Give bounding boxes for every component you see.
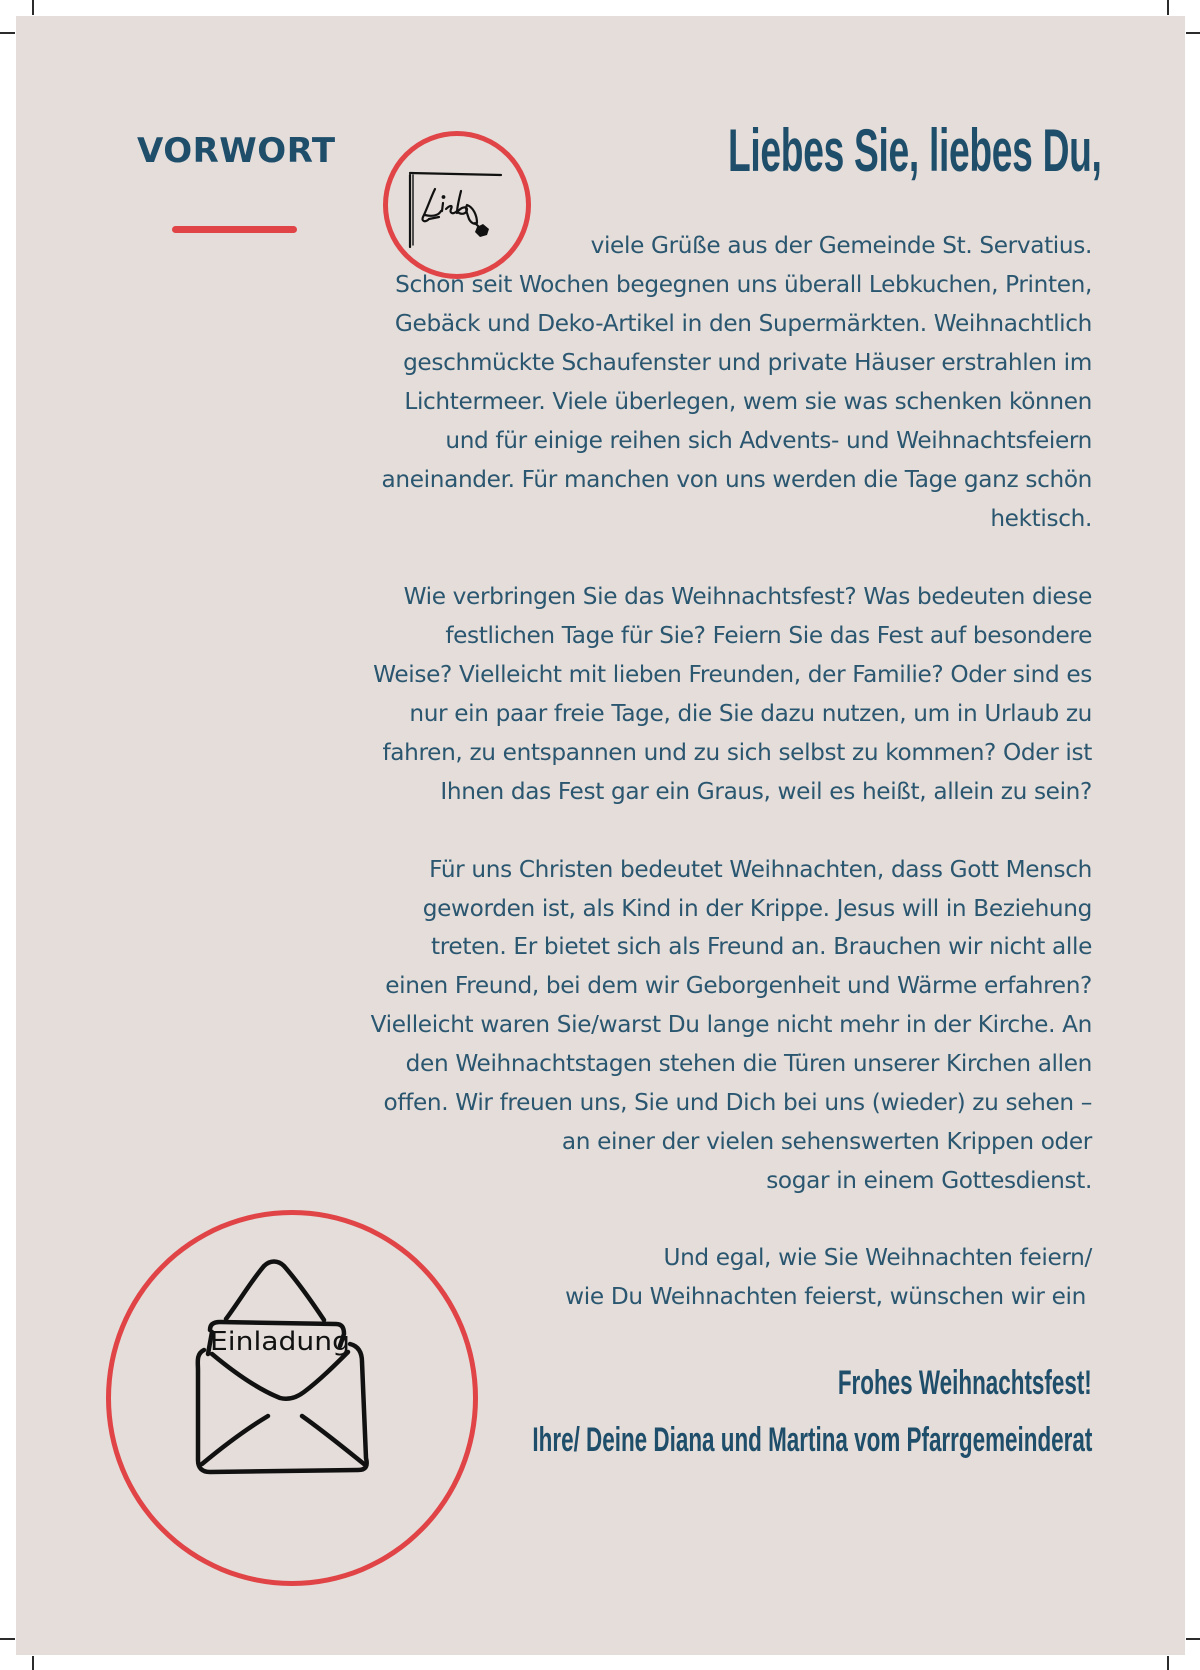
text-line: Vielleicht waren Sie/warst Du lange nicht mehr in der Kirche. An xyxy=(370,1011,1092,1038)
text-line: und für einige reihen sich Advents- und Weihnachtsfeiern xyxy=(445,427,1092,454)
quill-writing-icon xyxy=(383,131,531,279)
page-title: Liebes Sie, liebes Du, xyxy=(728,117,1102,184)
text-line: geschmückte Schaufenster und private Häuser erstrahlen im xyxy=(403,349,1092,376)
crop-mark xyxy=(1186,1638,1200,1640)
text-line: den Weihnachtstagen stehen die Türen unserer Kirchen allen xyxy=(405,1050,1092,1077)
section-underline xyxy=(172,226,297,233)
text-line: aneinander. Für manchen von uns werden die Tage ganz schön xyxy=(381,466,1092,493)
text-line: treten. Er bietet sich als Freund an. Brauchen wir nicht alle xyxy=(431,933,1092,960)
envelope-invitation-icon xyxy=(190,1250,390,1500)
text-line: Schon seit Wochen begegnen uns überall Lebkuchen, Printen, xyxy=(395,271,1092,298)
crop-mark xyxy=(0,1638,15,1640)
text-line: Lichtermeer. Viele überlegen, wem sie was schenken können xyxy=(404,388,1092,415)
crop-mark xyxy=(32,0,34,15)
crop-mark xyxy=(1167,1656,1169,1670)
crop-mark xyxy=(32,1656,34,1670)
text-line: einen Freund, bei dem wir Geborgenheit und Wärme erfahren? xyxy=(385,972,1092,999)
text-line: offen. Wir freuen uns, Sie und Dich bei uns (wieder) zu sehen – xyxy=(383,1089,1092,1116)
text-line: festlichen Tage für Sie? Feiern Sie das Fest auf besondere xyxy=(445,622,1092,649)
section-label: VORWORT xyxy=(137,131,336,171)
text-line: viele Grüße aus der Gemeinde St. Servatius. xyxy=(590,232,1092,259)
text-line: geworden ist, als Kind in der Krippe. Jesus will in Beziehung xyxy=(422,895,1092,922)
text-line: sogar in einem Gottesdienst. xyxy=(766,1167,1092,1194)
text-line: Weise? Vielleicht mit lieben Freunden, der Familie? Oder sind es xyxy=(373,661,1092,688)
text-line: Gebäck und Deko-Artikel in den Supermärkten. Weihnachtlich xyxy=(394,310,1092,337)
crop-mark xyxy=(1167,0,1169,15)
text-line: Für uns Christen bedeutet Weihnachten, dass Gott Mensch xyxy=(429,856,1092,883)
text-line: Ihnen das Fest gar ein Graus, weil es heißt, allein zu sein? xyxy=(440,778,1092,805)
text-line: nur ein paar freie Tage, die Sie dazu nutzen, um in Urlaub zu xyxy=(409,700,1092,727)
signature: Ihre/ Deine Diana und Martina vom Pfarrgemeinderat xyxy=(532,1421,1092,1459)
invitation-handwriting: Einladung xyxy=(210,1327,350,1357)
crop-mark xyxy=(0,32,15,34)
text-line: Wie verbringen Sie das Weihnachtsfest? Was bedeuten diese xyxy=(403,583,1092,610)
text-line: Und egal, wie Sie Weihnachten feiern/ xyxy=(663,1244,1092,1271)
greeting: Frohes Weihnachtsfest! xyxy=(838,1364,1092,1402)
text-line: fahren, zu entspannen und zu sich selbst zu kommen? Oder ist xyxy=(382,739,1092,766)
text-line: hektisch. xyxy=(990,505,1092,532)
text-line: wie Du Weihnachten feierst, wünschen wir ein xyxy=(565,1283,1086,1310)
crop-mark xyxy=(1186,32,1200,34)
text-line: an einer der vielen sehenswerten Krippen oder xyxy=(561,1128,1092,1155)
